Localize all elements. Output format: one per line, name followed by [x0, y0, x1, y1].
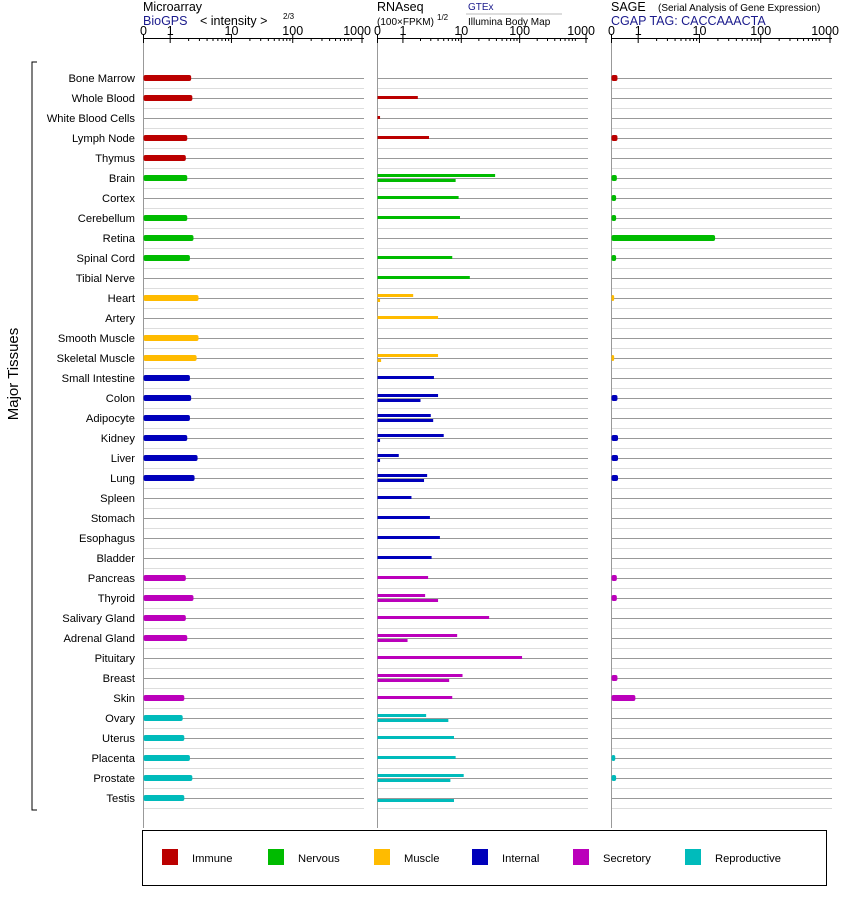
- bar: [378, 576, 429, 579]
- microarray-source: BioGPS: [143, 14, 188, 28]
- bar: [144, 175, 188, 181]
- row-label: Colon: [105, 393, 135, 405]
- bar-secondary: [378, 419, 434, 422]
- row-label: Heart: [107, 293, 135, 305]
- row-label: Kidney: [100, 433, 135, 445]
- bar: [378, 556, 432, 559]
- row-label: Ovary: [105, 713, 135, 725]
- bar: [144, 435, 188, 441]
- bar: [378, 714, 427, 717]
- row-label: Adrenal Gland: [63, 633, 135, 645]
- rnaseq-source-illumina: Illumina Body Map: [468, 17, 551, 28]
- bar: [378, 414, 431, 417]
- legend-item: [472, 849, 539, 865]
- microarray-units: < intensity >: [200, 14, 268, 28]
- x-tick-label: 0: [374, 24, 381, 38]
- bar: [378, 354, 439, 357]
- bar: [144, 755, 190, 761]
- bar: [144, 475, 195, 481]
- row-label: Tibial Nerve: [75, 273, 135, 285]
- row-label: Lung: [110, 473, 135, 485]
- panel-sage: [608, 24, 839, 828]
- row-label: Uterus: [102, 733, 135, 745]
- bar-secondary: [378, 439, 381, 442]
- row-label: Spleen: [100, 493, 135, 505]
- legend-label: Muscle: [404, 853, 440, 865]
- bar: [378, 736, 454, 739]
- legend-item: [268, 849, 340, 865]
- x-tick-label: 10: [454, 24, 469, 38]
- bar: [612, 455, 619, 461]
- y-group-bracket: [32, 62, 37, 810]
- bar: [612, 235, 716, 241]
- bar: [378, 616, 490, 619]
- sage-title: SAGE: [611, 0, 646, 14]
- bar: [144, 215, 188, 221]
- bar: [378, 434, 444, 437]
- rnaseq-exponent: 1/2: [437, 13, 449, 22]
- bar: [612, 475, 619, 481]
- bar: [144, 595, 194, 601]
- x-tick-label: 1: [166, 24, 174, 38]
- bar: [378, 696, 453, 699]
- bar: [378, 756, 456, 759]
- row-label: Thymus: [95, 153, 135, 165]
- bar: [378, 276, 470, 279]
- bar-secondary: [378, 779, 451, 782]
- legend-label: Reproductive: [715, 853, 781, 865]
- legend-swatch: [162, 849, 178, 865]
- row-label: Skin: [113, 693, 135, 705]
- row-label: Cortex: [102, 193, 135, 205]
- legend-item: [374, 849, 439, 865]
- bar: [612, 695, 636, 701]
- row-label: Retina: [102, 233, 135, 245]
- bar: [612, 595, 617, 601]
- panel-microarray: [140, 24, 371, 828]
- bar-secondary: [378, 639, 408, 642]
- x-tick-label: 100: [509, 24, 531, 38]
- x-tick-label: 10: [224, 24, 239, 38]
- x-tick-label: 0: [608, 24, 615, 38]
- bar: [612, 435, 619, 441]
- x-tick-label: 0: [140, 24, 147, 38]
- chart-panels: [140, 24, 839, 828]
- legend: [162, 849, 781, 865]
- bar: [144, 295, 199, 301]
- row-label: Adipocyte: [85, 413, 135, 425]
- rnaseq-title: RNAseq: [377, 0, 424, 14]
- bar: [612, 255, 617, 261]
- bar: [378, 656, 523, 659]
- row-label: Brain: [108, 173, 135, 185]
- bar-secondary: [378, 479, 425, 482]
- x-tick-label: 1: [399, 24, 407, 38]
- bar: [144, 775, 193, 781]
- bar: [144, 135, 188, 141]
- bar-secondary: [378, 359, 382, 362]
- row-label: Esophagus: [79, 533, 135, 545]
- row-label: Bone Marrow: [68, 73, 135, 85]
- sage-subtitle: (Serial Analysis of Gene Expression): [658, 3, 821, 14]
- bar: [144, 255, 190, 261]
- bar: [612, 675, 618, 681]
- legend-swatch: [268, 849, 284, 865]
- bar: [378, 496, 412, 499]
- bar: [378, 294, 414, 297]
- bar: [144, 235, 194, 241]
- bar: [378, 376, 434, 379]
- x-tick-label: 100: [750, 24, 772, 38]
- legend-swatch: [374, 849, 390, 865]
- row-label: Breast: [102, 673, 135, 685]
- legend-item: [162, 849, 232, 865]
- row-label: Pituitary: [94, 653, 135, 665]
- x-tick-label: 1000: [343, 24, 371, 38]
- bar: [144, 155, 186, 161]
- bar: [144, 355, 197, 361]
- legend-label: Secretory: [603, 853, 651, 865]
- bar: [378, 174, 496, 177]
- row-label: Lymph Node: [71, 133, 135, 145]
- row-label: Stomach: [90, 513, 135, 525]
- bar-secondary: [378, 599, 439, 602]
- bar: [378, 454, 399, 457]
- bar: [144, 455, 198, 461]
- legend-label: Internal: [502, 853, 540, 865]
- bar: [612, 395, 618, 401]
- bar: [144, 375, 190, 381]
- bar: [612, 755, 616, 761]
- bar: [144, 95, 193, 101]
- rnaseq-source-gtex: GTEx: [468, 2, 494, 13]
- bar: [612, 195, 617, 201]
- bar: [144, 575, 186, 581]
- legend-item: [573, 849, 651, 865]
- rnaseq-units: (100×FPKM): [377, 17, 434, 28]
- y-group-label: Major Tissues: [5, 327, 22, 421]
- bar: [144, 415, 190, 421]
- x-tick-label: 10: [692, 24, 707, 38]
- x-tick-label: 1000: [811, 24, 839, 38]
- row-label: Cerebellum: [77, 213, 135, 225]
- bar-secondary: [378, 799, 454, 802]
- bar: [144, 615, 186, 621]
- bar: [144, 75, 192, 81]
- row-label: Testis: [106, 793, 135, 805]
- bar: [378, 634, 458, 637]
- x-tick-label: 1: [634, 24, 642, 38]
- panel-rnaseq: [374, 24, 595, 828]
- bar-secondary: [378, 299, 381, 302]
- bar: [378, 216, 460, 219]
- bar: [144, 395, 192, 401]
- sage-tag: CGAP TAG: CACCAAACTA: [611, 14, 766, 28]
- bar-secondary: [378, 459, 381, 462]
- bar: [144, 715, 183, 721]
- legend-item: [685, 849, 781, 865]
- row-label: Pancreas: [87, 573, 135, 585]
- row-label: Bladder: [96, 553, 135, 565]
- bar: [378, 256, 453, 259]
- row-label: Prostate: [93, 773, 135, 785]
- bar: [378, 316, 439, 319]
- bar: [612, 295, 615, 301]
- bar: [378, 136, 430, 139]
- microarray-exponent: 2/3: [283, 12, 295, 21]
- bar: [378, 394, 439, 397]
- row-label: Placenta: [91, 753, 135, 765]
- bar: [378, 116, 381, 119]
- legend-swatch: [685, 849, 701, 865]
- bar: [378, 96, 418, 99]
- bar: [612, 135, 618, 141]
- legend-swatch: [573, 849, 589, 865]
- row-label: Salivary Gland: [62, 613, 135, 625]
- bar: [144, 735, 185, 741]
- legend-label: Nervous: [298, 853, 340, 865]
- bar-secondary: [378, 399, 421, 402]
- bar: [378, 674, 463, 677]
- row-label: Whole Blood: [71, 93, 135, 105]
- x-tick-label: 100: [282, 24, 304, 38]
- row-label: Liver: [110, 453, 135, 465]
- bar: [378, 774, 464, 777]
- bar: [144, 635, 188, 641]
- bar: [612, 175, 617, 181]
- bar: [612, 75, 618, 81]
- row-label: Artery: [105, 313, 135, 325]
- bar: [378, 474, 428, 477]
- microarray-title: Microarray: [143, 0, 203, 14]
- bar: [144, 795, 185, 801]
- bar: [612, 775, 617, 781]
- row-label: Thyroid: [97, 593, 135, 605]
- row-label: Smooth Muscle: [57, 333, 135, 345]
- bar: [378, 536, 440, 539]
- bar: [612, 575, 617, 581]
- row-label: Small Intestine: [61, 373, 135, 385]
- bar-secondary: [378, 179, 456, 182]
- bar: [612, 215, 617, 221]
- bar: [144, 695, 185, 701]
- bar-secondary: [378, 719, 449, 722]
- legend-label: Immune: [192, 853, 233, 865]
- bar-secondary: [378, 679, 450, 682]
- bar: [612, 355, 615, 361]
- x-tick-label: 1000: [567, 24, 595, 38]
- row-label: Skeletal Muscle: [56, 353, 135, 365]
- row-label: White Blood Cells: [46, 113, 135, 125]
- row-label: Spinal Cord: [76, 253, 135, 265]
- bar: [144, 335, 199, 341]
- bar: [378, 516, 430, 519]
- legend-swatch: [472, 849, 488, 865]
- bar: [378, 594, 426, 597]
- bar: [378, 196, 459, 199]
